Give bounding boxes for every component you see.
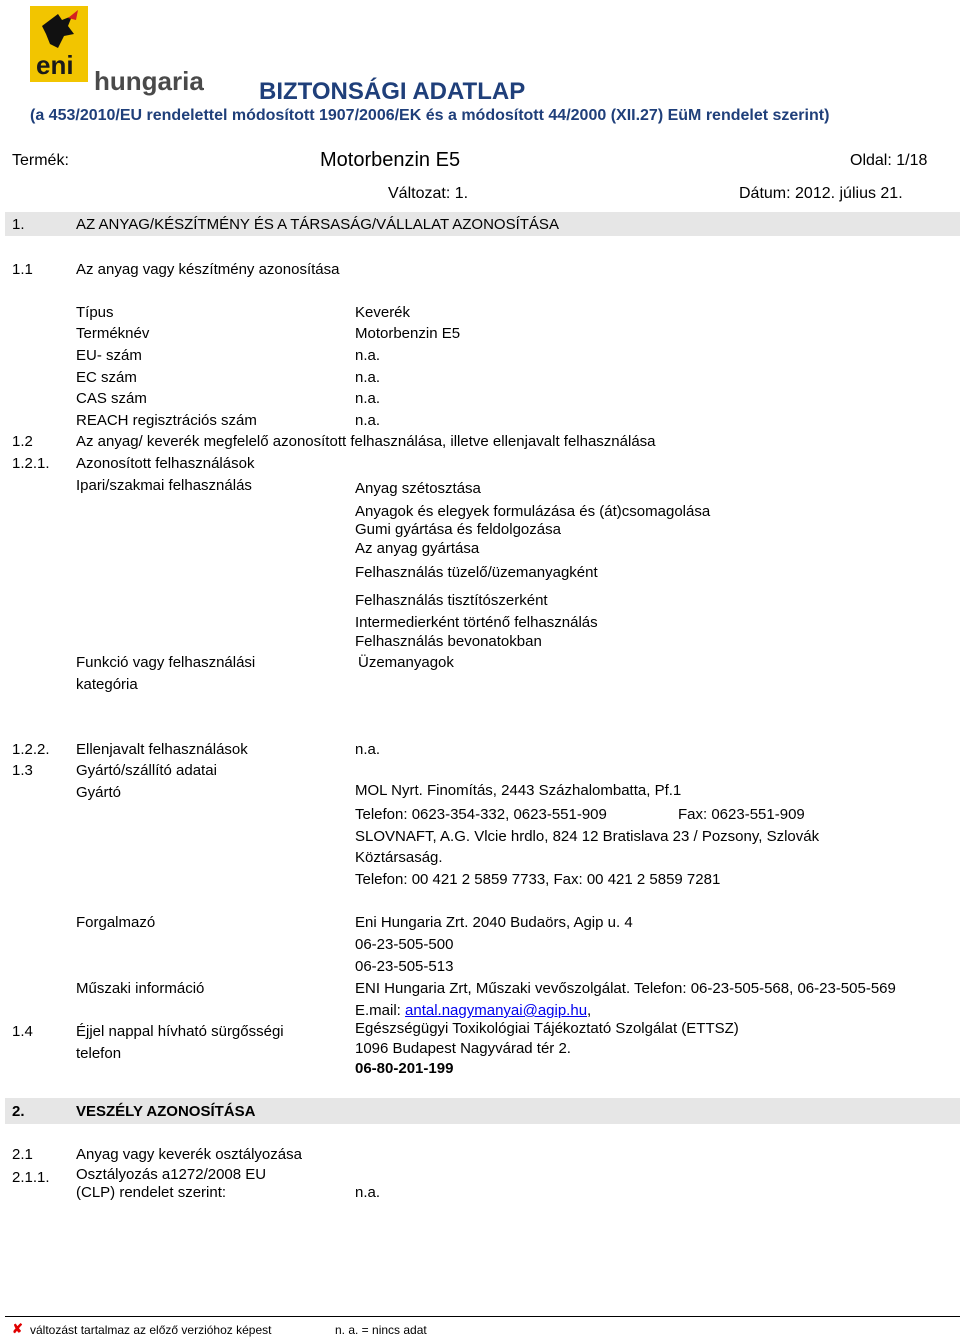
s211-title-line2: (CLP) rendelet szerint: (76, 1184, 227, 1201)
s122-value: n.a. (355, 741, 381, 758)
email-prefix: E.mail: (355, 1002, 406, 1019)
s12-number: 1.2 (12, 433, 33, 450)
ident-label: REACH regisztrációs szám (76, 412, 257, 429)
manufacturer-slovnaft-phone: Telefon: 00 421 2 5859 7733, Fax: 00 421 2 5859 7281 (355, 871, 721, 888)
product-label: Termék: (12, 152, 69, 169)
page-number: Oldal: 1/18 (850, 152, 928, 169)
distributor-line: 06-23-505-500 (355, 936, 454, 953)
ident-value: n.a. (355, 390, 381, 407)
list-item: Anyagok és elegyek formulázása és (át)csomagolása (355, 503, 711, 520)
ident-value: n.a. (355, 412, 381, 429)
date: Dátum: 2012. július 21. (739, 185, 903, 202)
emergency-phone: 06-80-201-199 (355, 1060, 454, 1077)
distributor-line: 06-23-505-513 (355, 958, 454, 975)
industrial-label: Ipari/szakmai felhasználás (76, 477, 252, 494)
function-label-line2: kategória (76, 676, 138, 693)
manufacturer-mol: MOL Nyrt. Finomítás, 2443 Százhalombatta, Pf.1 (355, 782, 682, 799)
s11-title: Az anyag vagy készítmény azonosítása (76, 261, 340, 278)
s122-title: Ellenjavalt felhasználások (76, 741, 248, 758)
email-link[interactable]: antal.nagymanyai@agip.hu (405, 1002, 588, 1019)
ident-value: n.a. (355, 347, 381, 364)
ident-label: Típus (76, 304, 114, 321)
function-value: Üzemanyagok (358, 654, 454, 671)
emergency-line: 1096 Budapest Nagyvárad tér 2. (355, 1040, 571, 1057)
manufacturer-slovnaft-1: SLOVNAFT, A.G. Vlcie hrdlo, 824 12 Bratislava 23 / Pozsony, Szlovák (355, 828, 820, 845)
s211-number: 2.1.1. (12, 1169, 50, 1186)
ident-value: Motorbenzin E5 (355, 325, 461, 342)
list-item: Gumi gyártása és feldolgozása (355, 521, 561, 538)
list-item: Felhasználás tisztítószerként (355, 592, 548, 609)
s121-title: Azonosított felhasználások (76, 455, 255, 472)
document-title: BIZTONSÁGI ADATLAP (259, 78, 526, 105)
emergency-label-line1: Éjjel nappal hívható sürgősségi (76, 1023, 284, 1040)
function-label-line1: Funkció vagy felhasználási (76, 654, 256, 671)
s211-title-line1: Osztályozás a1272/2008 EU (76, 1166, 267, 1183)
company-logo (28, 4, 208, 98)
ident-label: CAS szám (76, 390, 147, 407)
manufacturer-slovnaft-2: Köztársaság. (355, 849, 443, 866)
version: Változat: 1. (388, 185, 469, 202)
ident-label: Terméknév (76, 325, 150, 342)
manufacturer-label: Gyártó (76, 784, 122, 801)
ident-label: EC szám (76, 369, 137, 386)
ident-value: n.a. (355, 369, 381, 386)
s21-title: Anyag vagy keverék osztályozása (76, 1146, 302, 1163)
manufacturer-phone: Telefon: 0623-354-332, 0623-551-909 (355, 806, 607, 823)
s122-number: 1.2.2. (12, 741, 50, 758)
section-1-number: 1. (12, 216, 25, 233)
tech-email-line (355, 1002, 591, 1019)
change-note: változást tartalmaz az előző verzióhoz képest (30, 1323, 272, 1337)
tech-label: Műszaki információ (76, 980, 205, 997)
emergency-line: Egészségügyi Toxikológiai Tájékoztató Szolgálat (ETTSZ) (355, 1020, 739, 1037)
list-item: Felhasználás tüzelő/üzemanyagként (355, 564, 598, 581)
email-suffix: , (587, 1002, 592, 1019)
s12-title: Az anyag/ keverék megfelelő azonosított felhasználása, illetve ellenjavalt felhasználása (76, 433, 656, 450)
tech-line: ENI Hungaria Zrt, Műszaki vevőszolgálat. Telefon: 06-23-505-568, 06-23-505-569 (355, 980, 896, 997)
s21-number: 2.1 (12, 1146, 33, 1163)
s13-title: Gyártó/szállító adatai (76, 762, 217, 779)
manufacturer-fax: Fax: 0623-551-909 (678, 806, 805, 823)
ident-label: EU- szám (76, 347, 142, 364)
footer-divider (5, 1316, 960, 1317)
s14-number: 1.4 (12, 1023, 33, 1040)
na-note: n. a. = nincs adat (335, 1323, 427, 1337)
section-2-number: 2. (12, 1103, 25, 1120)
section-1-title: AZ ANYAG/KÉSZÍTMÉNY ÉS A TÁRSASÁG/VÁLLALAT AZONOSÍTÁSA (76, 216, 559, 233)
emergency-label-line2: telefon (76, 1045, 122, 1062)
product-name: Motorbenzin E5 (320, 149, 461, 171)
list-item: Felhasználás bevonatokban (355, 633, 542, 650)
document-subtitle: (a 453/2010/EU rendelettel módosított 1907/2006/EK és a módosított 44/2000 (XII.27) EüM rendelet szerint) (30, 107, 830, 124)
s121-number: 1.2.1. (12, 455, 50, 472)
section-2-title: VESZÉLY AZONOSÍTÁSA (76, 1103, 256, 1120)
change-mark-icon: ✘ (12, 1321, 23, 1336)
list-item: Az anyag gyártása (355, 540, 480, 557)
distributor-label: Forgalmazó (76, 914, 156, 931)
s13-number: 1.3 (12, 762, 33, 779)
logo-word: eni (36, 50, 74, 80)
list-item: Anyag szétosztása (355, 480, 481, 497)
s11-number: 1.1 (12, 261, 33, 278)
list-item: Intermedierként történő felhasználás (355, 614, 598, 631)
distributor-line: Eni Hungaria Zrt. 2040 Budaörs, Agip u. 4 (355, 914, 633, 931)
ident-value: Keverék (355, 304, 411, 321)
s211-value: n.a. (355, 1184, 381, 1201)
logo-sub: hungaria (94, 66, 204, 96)
